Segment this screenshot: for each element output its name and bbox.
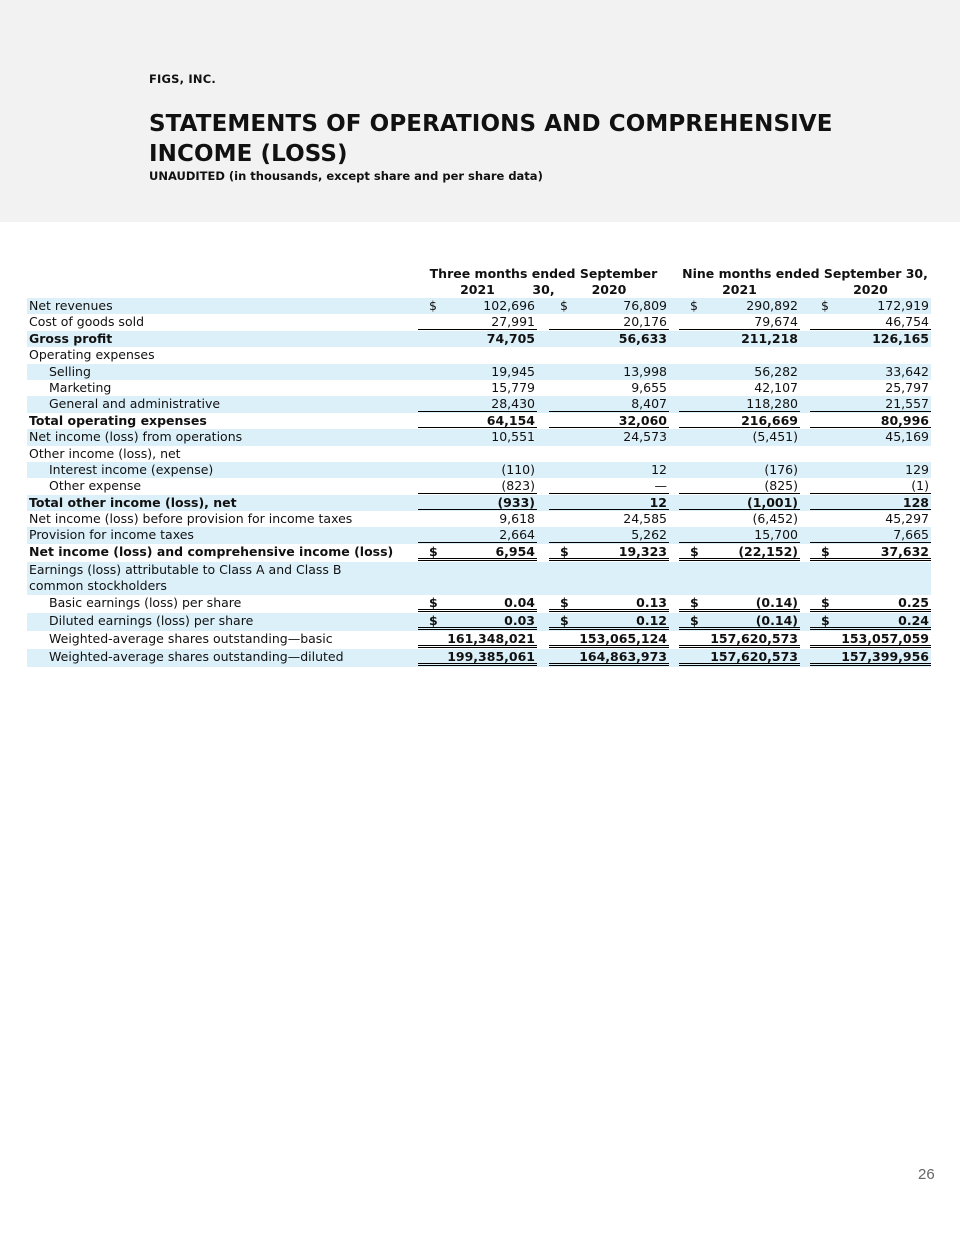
value-cell: 153,057,059 xyxy=(810,631,931,648)
value-cell xyxy=(418,595,537,612)
value-cell: 33,642 xyxy=(885,363,929,379)
page-subtitle: UNAUDITED (in thousands, except share and per share data) xyxy=(149,169,543,183)
value-cell: 25,797 xyxy=(885,379,929,395)
value-cell: 24,573 xyxy=(623,429,667,445)
value-cell: 20,176 xyxy=(549,314,669,329)
year-header: 2020 xyxy=(549,282,669,299)
dollar-sign: $ xyxy=(429,612,438,628)
table-row xyxy=(27,649,931,667)
table-row xyxy=(27,446,931,462)
row-label: Cost of goods sold xyxy=(29,314,145,330)
value: 0.03 xyxy=(504,612,535,628)
table-row xyxy=(27,613,931,631)
value-cell: 9,618 xyxy=(499,511,535,527)
dollar-sign: $ xyxy=(821,298,829,313)
row-label: Provision for income taxes xyxy=(29,527,194,543)
value-cell: 32,060 xyxy=(549,413,669,428)
table-row xyxy=(27,380,931,396)
table-row xyxy=(27,429,931,445)
table-row xyxy=(27,314,931,330)
table-row xyxy=(27,578,931,594)
value: 0.13 xyxy=(636,594,667,610)
company-name: FIGS, INC. xyxy=(149,72,216,86)
value-cell: 19,945 xyxy=(491,363,535,379)
row-label: General and administrative xyxy=(49,396,221,412)
value-cell xyxy=(418,613,537,630)
value-cell xyxy=(549,544,669,561)
value-cell: 15,700 xyxy=(679,527,800,542)
value-cell: (1) xyxy=(810,478,931,493)
value: (0.14) xyxy=(755,612,798,628)
value-cell: 7,665 xyxy=(810,527,931,542)
value-cell: (110) xyxy=(501,461,535,477)
value-cell xyxy=(810,298,931,313)
value: 19,323 xyxy=(618,543,667,559)
value: 76,809 xyxy=(623,298,667,313)
row-label: Basic earnings (loss) per share xyxy=(49,594,242,610)
dollar-sign: $ xyxy=(560,543,569,559)
value-cell: 164,863,973 xyxy=(549,649,669,666)
value-cell xyxy=(549,595,669,612)
value: (0.14) xyxy=(755,594,798,610)
value-cell xyxy=(679,298,800,313)
value-cell: 157,620,573 xyxy=(679,649,800,666)
value-cell: 161,348,021 xyxy=(418,631,537,648)
dollar-sign: $ xyxy=(690,594,699,610)
dollar-sign: $ xyxy=(690,612,699,628)
table-row xyxy=(27,527,931,543)
dollar-sign: $ xyxy=(821,594,830,610)
table-row xyxy=(27,396,931,412)
table-year-header-row xyxy=(27,282,931,298)
row-label: Marketing xyxy=(49,379,112,395)
value-cell: 5,262 xyxy=(549,527,669,542)
value-cell: 128 xyxy=(810,495,931,510)
value-cell: 12 xyxy=(549,495,669,510)
row-label: Total other income (loss), net xyxy=(29,494,237,510)
table-row xyxy=(27,562,931,578)
table-row xyxy=(27,544,931,562)
value-cell: (5,451) xyxy=(752,429,798,445)
value: 0.25 xyxy=(898,594,929,610)
group-header-three-months: Three months ended September 30, xyxy=(429,266,658,297)
value: 6,954 xyxy=(495,543,535,559)
dollar-sign: $ xyxy=(429,594,438,610)
row-label: Interest income (expense) xyxy=(49,461,214,477)
row-label: Net income (loss) from operations xyxy=(29,429,243,445)
dollar-sign: $ xyxy=(690,543,699,559)
dollar-sign: $ xyxy=(429,543,438,559)
value: 172,919 xyxy=(877,298,929,313)
value-cell: 56,633 xyxy=(618,330,667,346)
row-label: common stockholders xyxy=(29,578,167,594)
value-cell: 80,996 xyxy=(810,413,931,428)
value-cell: 21,557 xyxy=(810,396,931,411)
table-row xyxy=(27,331,931,347)
table-row xyxy=(27,495,931,511)
value-cell xyxy=(679,595,800,612)
dollar-sign: $ xyxy=(821,612,830,628)
value-cell: 27,991 xyxy=(418,314,537,329)
value-cell: 45,297 xyxy=(885,511,929,527)
value-cell: — xyxy=(549,478,669,493)
value-cell: 9,655 xyxy=(631,379,667,395)
page-title: STATEMENTS OF OPERATIONS AND COMPREHENSIVE INCOME (LOSS) xyxy=(149,111,833,167)
value-cell xyxy=(679,544,800,561)
dollar-sign: $ xyxy=(560,594,569,610)
value-cell xyxy=(549,298,669,313)
value-cell: 216,669 xyxy=(679,413,800,428)
value-cell: 45,169 xyxy=(885,429,929,445)
value-cell: (6,452) xyxy=(752,511,798,527)
value-cell: 13,998 xyxy=(623,363,667,379)
value-cell: 46,754 xyxy=(810,314,931,329)
row-label: Operating expenses xyxy=(29,347,155,363)
value: 290,892 xyxy=(746,298,798,313)
row-label: Net income (loss) and comprehensive income (loss) xyxy=(29,543,394,559)
table-row xyxy=(27,511,931,527)
value: 102,696 xyxy=(483,298,535,313)
row-label: Earnings (loss) attributable to Class A and Class B xyxy=(29,561,342,577)
value: 0.04 xyxy=(504,594,535,610)
row-label: Weighted-average shares outstanding—basic xyxy=(49,630,333,646)
value-cell xyxy=(810,544,931,561)
value-cell: 12 xyxy=(651,461,667,477)
value: 0.24 xyxy=(898,612,929,628)
value-cell: 126,165 xyxy=(872,330,929,346)
dollar-sign: $ xyxy=(690,298,698,313)
year-header: 2021 xyxy=(679,282,800,299)
value-cell: 2,664 xyxy=(418,527,537,542)
value-cell: 15,779 xyxy=(491,379,535,395)
value-cell: (933) xyxy=(418,495,537,510)
dollar-sign: $ xyxy=(429,298,437,313)
row-label: Total operating expenses xyxy=(29,412,207,428)
table-row xyxy=(27,413,931,429)
value-cell: 24,585 xyxy=(623,511,667,527)
value: 0.12 xyxy=(636,612,667,628)
value-cell: 211,218 xyxy=(741,330,798,346)
value-cell: 64,154 xyxy=(418,413,537,428)
value-cell xyxy=(418,544,537,561)
value-cell: 74,705 xyxy=(486,330,535,346)
value-cell: 79,674 xyxy=(679,314,800,329)
value-cell xyxy=(810,613,931,630)
value-cell: 157,620,573 xyxy=(679,631,800,648)
row-label: Gross profit xyxy=(29,330,113,346)
value-cell: (823) xyxy=(418,478,537,493)
table-row xyxy=(27,364,931,380)
row-label: Diluted earnings (loss) per share xyxy=(49,612,254,628)
value-cell: 157,399,956 xyxy=(810,649,931,666)
value: 37,632 xyxy=(880,543,929,559)
table-row xyxy=(27,462,931,478)
row-label: Other income (loss), net xyxy=(29,445,181,461)
row-label: Selling xyxy=(49,363,91,379)
table-row xyxy=(27,478,931,494)
value-cell: 199,385,061 xyxy=(418,649,537,666)
row-label: Net income (loss) before provision for income taxes xyxy=(29,511,353,527)
value-cell: 8,407 xyxy=(549,396,669,411)
table-row xyxy=(27,595,931,613)
value-cell: 56,282 xyxy=(754,363,798,379)
group-header-nine-months: Nine months ended September 30, xyxy=(682,266,928,281)
table-row xyxy=(27,631,931,649)
table-row xyxy=(27,347,931,363)
value-cell: (1,001) xyxy=(679,495,800,510)
year-header: 2021 xyxy=(418,282,537,299)
value-cell xyxy=(418,298,537,313)
value-cell xyxy=(549,613,669,630)
income-statement-table xyxy=(27,266,931,667)
year-header: 2020 xyxy=(810,282,931,299)
value-cell: 42,107 xyxy=(754,379,798,395)
dollar-sign: $ xyxy=(560,298,568,313)
value-cell: 10,551 xyxy=(491,429,535,445)
value-cell: (176) xyxy=(764,461,798,477)
table-row xyxy=(27,298,931,314)
value-cell: 129 xyxy=(905,461,929,477)
dollar-sign: $ xyxy=(821,543,830,559)
value-cell: 153,065,124 xyxy=(549,631,669,648)
row-label: Weighted-average shares outstanding—diluted xyxy=(49,648,344,664)
value: (22,152) xyxy=(738,543,798,559)
value-cell: 28,430 xyxy=(418,396,537,411)
dollar-sign: $ xyxy=(560,612,569,628)
value-cell: 118,280 xyxy=(679,396,800,411)
value-cell: (825) xyxy=(679,478,800,493)
value-cell xyxy=(810,595,931,612)
value-cell xyxy=(679,613,800,630)
row-label: Net revenues xyxy=(29,298,113,313)
page-number: 26 xyxy=(918,1166,935,1183)
row-label: Other expense xyxy=(49,478,142,494)
